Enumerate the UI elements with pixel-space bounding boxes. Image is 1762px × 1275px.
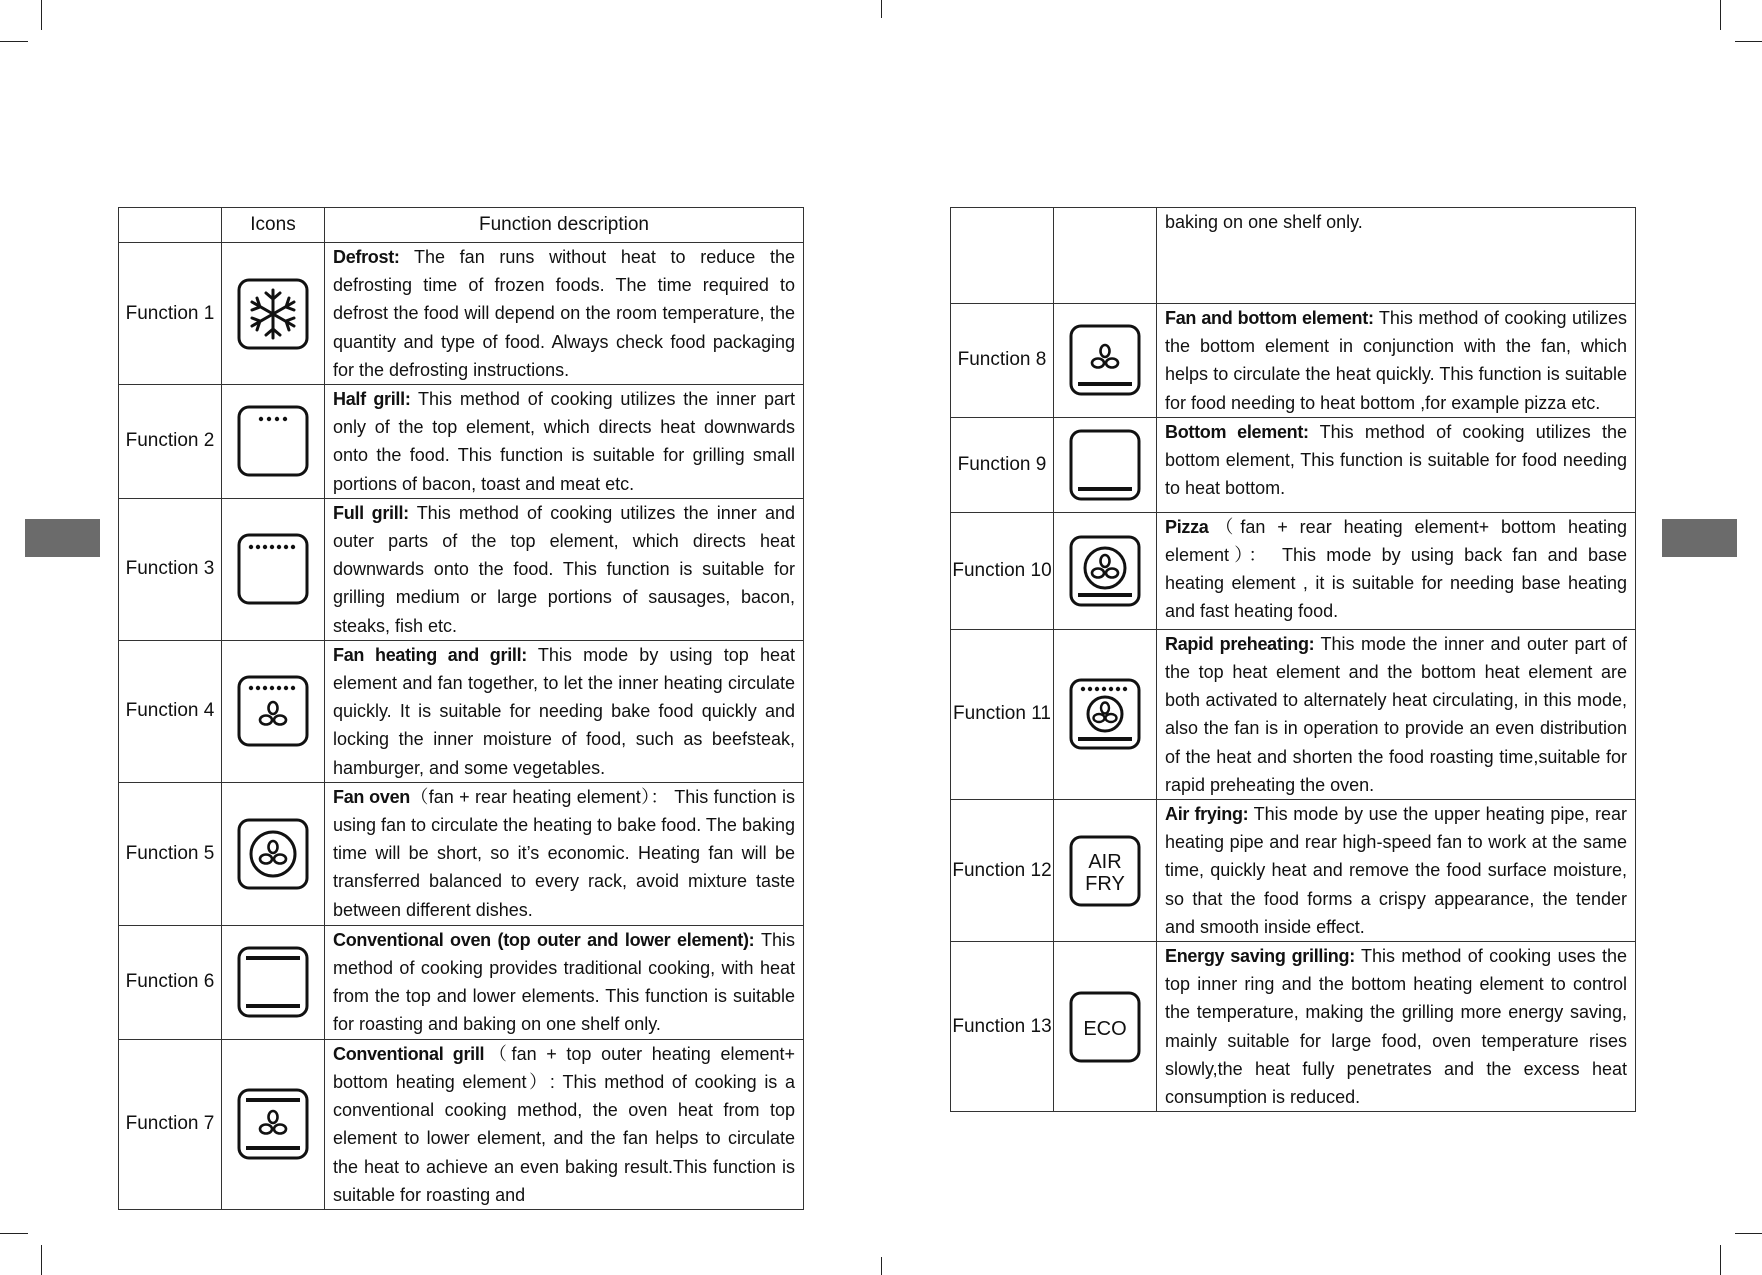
table-row (951, 512, 1636, 629)
function-text: This method of cooking utilizes the bottom element, This function is suitable for food needing to heat bottom. (1165, 421, 1627, 499)
crop-mark (1720, 0, 1721, 30)
function-name (951, 208, 1054, 304)
function-text: This method of cooking provides traditional cooking, with heat from the top and lower elements. This function is suitable for roasting and baking on one shelf only. (333, 929, 795, 1035)
rapid-preheat-icon (1069, 678, 1141, 750)
function-text: This mode the inner and outer part of the top heat element and the bottom heat element are both activated to alternately heat circulating, in this mode, also the fan is in operation to provide an even distribution of the heat and shorten the food roasting time,suitable for rapid preheating the oven. (1165, 633, 1627, 795)
side-tab-right (1662, 519, 1737, 557)
table-row (119, 243, 804, 385)
function-title: Full grill: (333, 502, 409, 523)
function-text: （fan + top outer heating element+ bottom heating element）: This method of cooking is a conventional cooking method, the oven heat from top element to lower element, and the fan helps to circulate the heat to achieve an even baking result.This function is suitable for roasting and (333, 1043, 795, 1205)
function-text: （fan + rear heating element）： This function is using fan to circulate the heating to bake food. The baking time will be short, so it’s economic. Heating fan will be transferred balanced to every rack, avoid mixture taste between different dishes. (333, 786, 795, 920)
bottom-element-icon (1069, 429, 1141, 501)
function-name: Function 12 (951, 800, 1054, 942)
conventional-grill-icon (237, 1088, 309, 1160)
function-description (325, 243, 804, 385)
table-row (951, 942, 1636, 1112)
crop-mark (41, 0, 42, 30)
function-description (1157, 512, 1636, 629)
function-text: This mode by use the upper heating pipe, rear heating pipe and rear high-speed fan to work at the same time, quickly heat and remove the food surface moisture, so that the food forms a crispy appearance, the tender and smooth inside effect. (1165, 804, 1627, 937)
function-name: Function 10 (951, 512, 1054, 629)
function-name: Function 1 (119, 243, 222, 385)
full-grill-icon (237, 533, 309, 605)
pizza-icon (1069, 535, 1141, 607)
air-fry-label-top: AIR (1088, 850, 1122, 873)
conventional-oven-icon (237, 946, 309, 1018)
function-title: Bottom element: (1165, 421, 1309, 442)
function-text: （fan + rear heating element+ bottom heating element）： This mode by using back fan and base heating element , it is suitable for needing base heating and fast heating food. (1165, 516, 1627, 622)
function-description (1157, 417, 1636, 512)
table-row (951, 208, 1636, 304)
function-title: Fan heating and grill: (333, 644, 527, 665)
crop-mark (1735, 1233, 1762, 1234)
function-description (1157, 208, 1636, 304)
function-title: Fan oven (333, 786, 410, 807)
half-grill-icon (237, 405, 309, 477)
function-text: This mode by using top heat element and fan together, to let the inner heating circulate quickly. It is suitable for needing bake food quickly and locking the inner moisture of food, such as beefsteak, hamburger, and some vegetables. (333, 644, 795, 778)
function-description (325, 925, 804, 1039)
function-description (325, 640, 804, 782)
function-name: Function 2 (119, 385, 222, 499)
function-name: Function 11 (951, 629, 1054, 799)
function-name: Function 4 (119, 640, 222, 782)
function-description (1157, 629, 1636, 799)
function-description (325, 782, 804, 925)
function-name: Function 8 (951, 304, 1054, 418)
function-title: Pizza (1165, 516, 1209, 537)
function-table-right (950, 207, 1636, 1112)
fan-grill-icon (237, 675, 309, 747)
function-description (325, 1039, 804, 1209)
function-name: Function 6 (119, 925, 222, 1039)
function-title: Conventional oven (top outer and lower element): (333, 929, 755, 950)
table-row (951, 304, 1636, 418)
function-description (1157, 304, 1636, 418)
function-name: Function 9 (951, 417, 1054, 512)
function-title: Conventional grill (333, 1043, 485, 1064)
function-description (325, 385, 804, 499)
crop-mark (1720, 1245, 1721, 1275)
air-fry-label-bottom: FRY (1085, 872, 1125, 895)
function-description (325, 498, 804, 640)
crop-mark (1735, 41, 1762, 42)
function-table-left (118, 207, 804, 1210)
function-title: Energy saving grilling: (1165, 946, 1355, 967)
function-title: Air frying: (1165, 804, 1249, 825)
function-title: Fan and bottom element: (1165, 308, 1374, 328)
function-text: This method of cooking utilizes the inner and outer parts of the top element, which directs heat downwards onto the food. This function is suitable for grilling medium or large portions of sausages, bacon, steaks, fish etc. (333, 502, 795, 636)
crop-mark (0, 41, 28, 42)
function-text: The fan runs without heat to reduce the defrosting time of frozen foods. The time required to defrost the food will depend on the room temperature, the quantity and type of food. Always check food packaging for the defrosting instructions. (333, 247, 795, 380)
table-row (951, 629, 1636, 799)
function-text: This method of cooking utilizes the inner part only of the top element, which directs heat downwards onto the food. This function is suitable for grilling small portions of bacon, toast and meat etc. (333, 389, 795, 494)
header-icons: Icons (222, 208, 325, 243)
table-row (951, 417, 1636, 512)
header-blank (119, 208, 222, 243)
header-description: Function description (325, 208, 804, 243)
crop-mark (0, 1233, 28, 1234)
function-title: Half grill: (333, 389, 411, 410)
fan-oven-icon (237, 818, 309, 890)
fan-bottom-icon (1069, 324, 1141, 396)
function-name: Function 13 (951, 942, 1054, 1112)
crop-mark (881, 1257, 882, 1275)
eco-label: ECO (1083, 1017, 1127, 1040)
snowflake-icon (237, 278, 309, 350)
table-row (119, 385, 804, 499)
function-title: Rapid preheating: (1165, 633, 1315, 654)
crop-mark (41, 1245, 42, 1275)
function-text: baking on one shelf only. (1165, 212, 1363, 232)
function-name: Function 5 (119, 782, 222, 925)
table-row (119, 782, 804, 925)
table-header-row (119, 208, 804, 243)
function-description (1157, 800, 1636, 942)
table-row (119, 640, 804, 782)
table-row (951, 800, 1636, 942)
function-title: Defrost: (333, 247, 400, 267)
function-name: Function 3 (119, 498, 222, 640)
air-fry-icon (1069, 835, 1141, 907)
function-text: This method of cooking uses the top inner ring and the bottom heating element to control the temperature, making the grilling more energy saving, mainly suitable for large food, oven temperature rises slowly,the heat fully penetrates and the excess heat consumption is reduced. (1165, 946, 1628, 1108)
function-text: This method of cooking utilizes the bottom element in conjunction with the fan, which helps to circulate the heat quickly. This function is suitable for food needing to heat bottom ,for example pizza etc. (1165, 308, 1627, 413)
table-row (119, 925, 804, 1039)
table-row (119, 498, 804, 640)
function-name: Function 7 (119, 1039, 222, 1209)
table-row (119, 1039, 804, 1209)
eco-icon (1069, 991, 1141, 1063)
function-description (1157, 942, 1636, 1112)
crop-mark (881, 0, 882, 18)
side-tab-left (25, 519, 100, 557)
